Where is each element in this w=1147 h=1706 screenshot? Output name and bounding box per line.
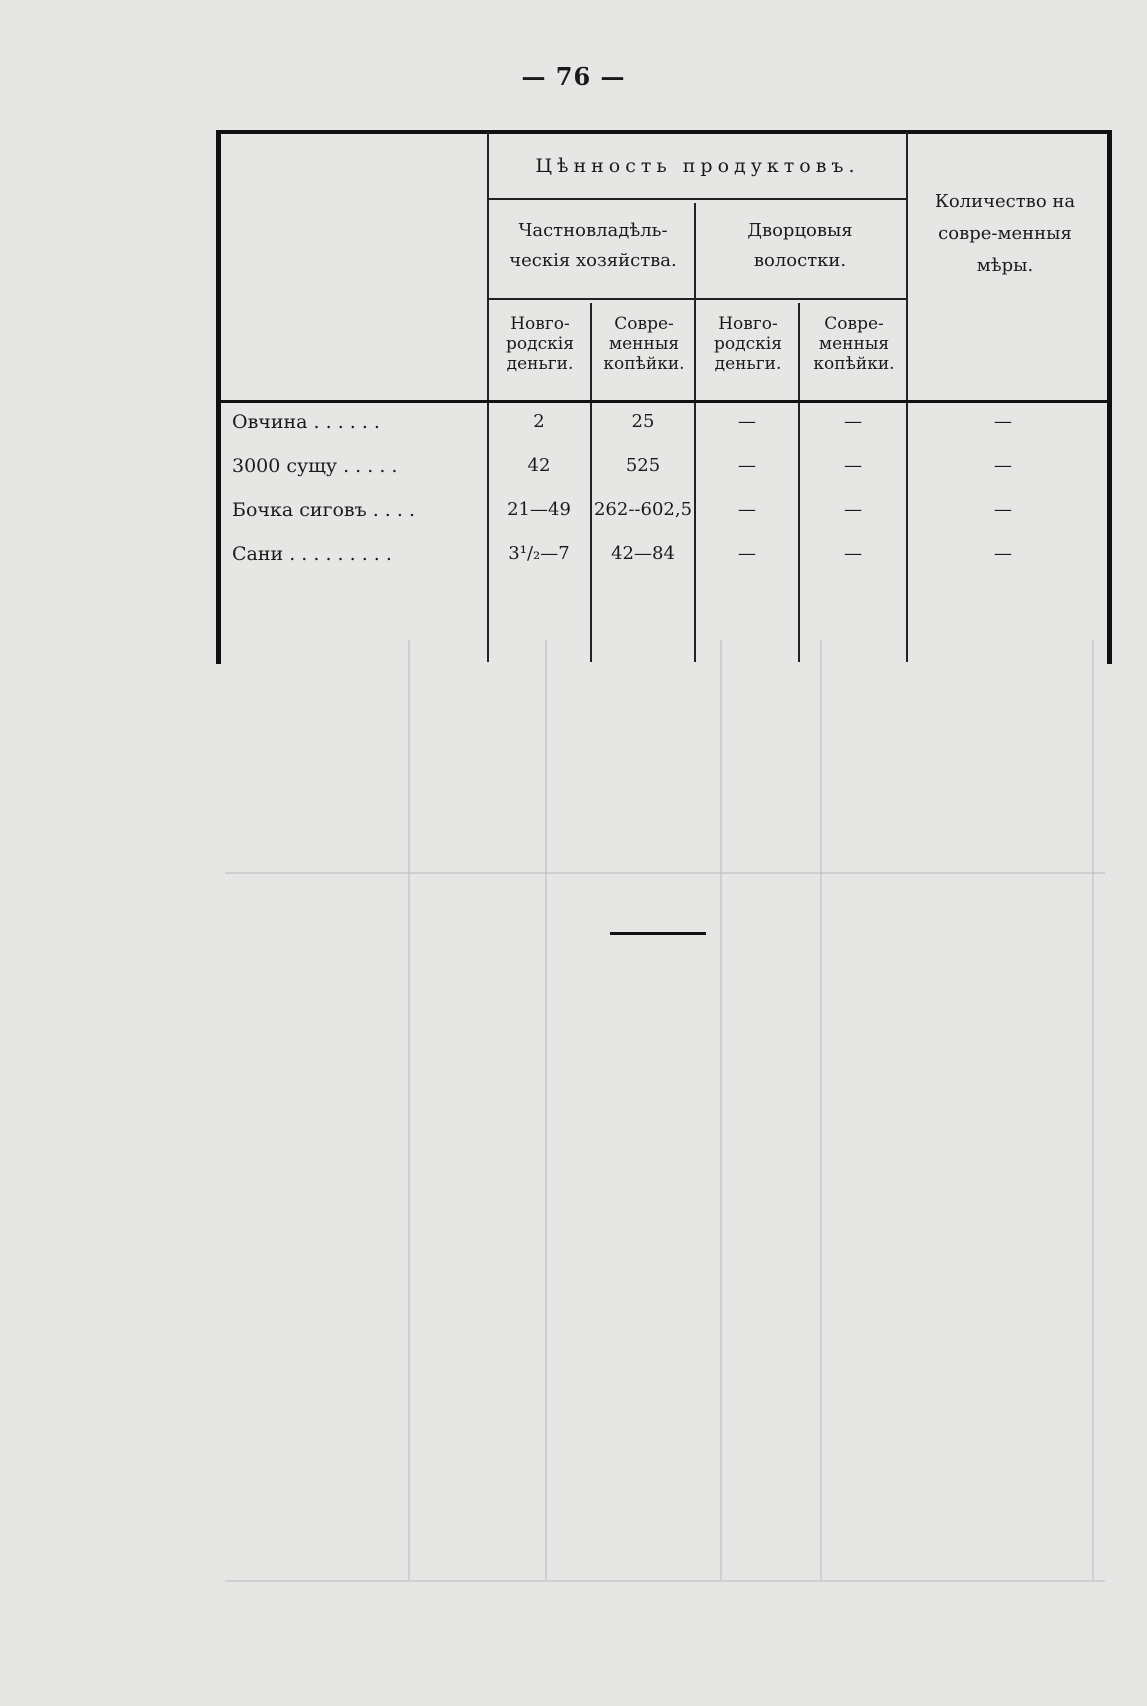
header-bottom-rule	[216, 400, 1112, 403]
palace-money-cell: —	[738, 543, 756, 564]
quantity-cell: —	[994, 543, 1012, 564]
private-money-cell: 21—49	[507, 499, 571, 520]
palace-kopecks-cell: —	[844, 455, 862, 476]
column-divider	[798, 303, 800, 662]
private-kopecks-header: Совре-менныя копѣйки.	[603, 314, 685, 374]
header-divider	[487, 198, 908, 200]
bleed-line	[225, 872, 1105, 874]
bleed-line	[820, 640, 822, 1580]
row-name: 3000 сущу . . . . .	[232, 455, 398, 477]
palace-money-cell: —	[738, 411, 756, 432]
bleed-line	[545, 640, 547, 1580]
private-kopecks-cell: 525	[625, 455, 661, 476]
bleed-line	[1092, 640, 1094, 1580]
palace-kopecks-header: Совре-менныя копѣйки.	[813, 314, 895, 374]
private-title: Частновладѣль-ческія хозяйства.	[509, 220, 677, 271]
column-divider	[906, 132, 908, 662]
quantity-cell: —	[994, 499, 1012, 520]
page-number: — 76 —	[521, 62, 626, 91]
header-divider	[487, 298, 908, 300]
price-table	[210, 128, 1108, 668]
column-divider	[487, 132, 489, 662]
column-divider	[590, 303, 592, 662]
group-title: Цѣнность продуктовъ.	[535, 155, 860, 177]
row-name: Овчина . . . . . .	[232, 411, 380, 433]
table-right-border	[1107, 130, 1112, 664]
private-money-cell: 3¹/₂—7	[508, 543, 570, 564]
private-kopecks-cell: 25	[631, 411, 655, 432]
quantity-title: Количество на совре-менныя мѣры.	[934, 191, 1076, 276]
quantity-cell: —	[994, 455, 1012, 476]
palace-kopecks-cell: —	[844, 543, 862, 564]
table-top-rule	[216, 130, 1112, 134]
quantity-cell: —	[994, 411, 1012, 432]
private-kopecks-cell: 262--602,5	[593, 499, 693, 520]
palace-kopecks-cell: —	[844, 411, 862, 432]
end-rule	[610, 932, 706, 935]
palace-money-cell: —	[738, 499, 756, 520]
bleed-line	[720, 640, 722, 1580]
palace-kopecks-cell: —	[844, 499, 862, 520]
private-kopecks-cell: 42—84	[611, 543, 675, 564]
row-name: Сани . . . . . . . . .	[232, 543, 392, 565]
bleed-line	[408, 640, 410, 1580]
palace-money-header: Новго-родскія деньги.	[714, 314, 782, 374]
row-name: Бочка сиговъ . . . .	[232, 499, 416, 521]
bleed-line	[225, 1580, 1105, 1582]
table-left-border	[216, 130, 221, 664]
private-money-cell: 2	[533, 411, 545, 432]
palace-money-cell: —	[738, 455, 756, 476]
private-money-cell: 42	[527, 455, 551, 476]
private-money-header: Новго-родскія деньги.	[506, 314, 574, 374]
palace-title: Дворцовыя волостки.	[747, 220, 853, 271]
